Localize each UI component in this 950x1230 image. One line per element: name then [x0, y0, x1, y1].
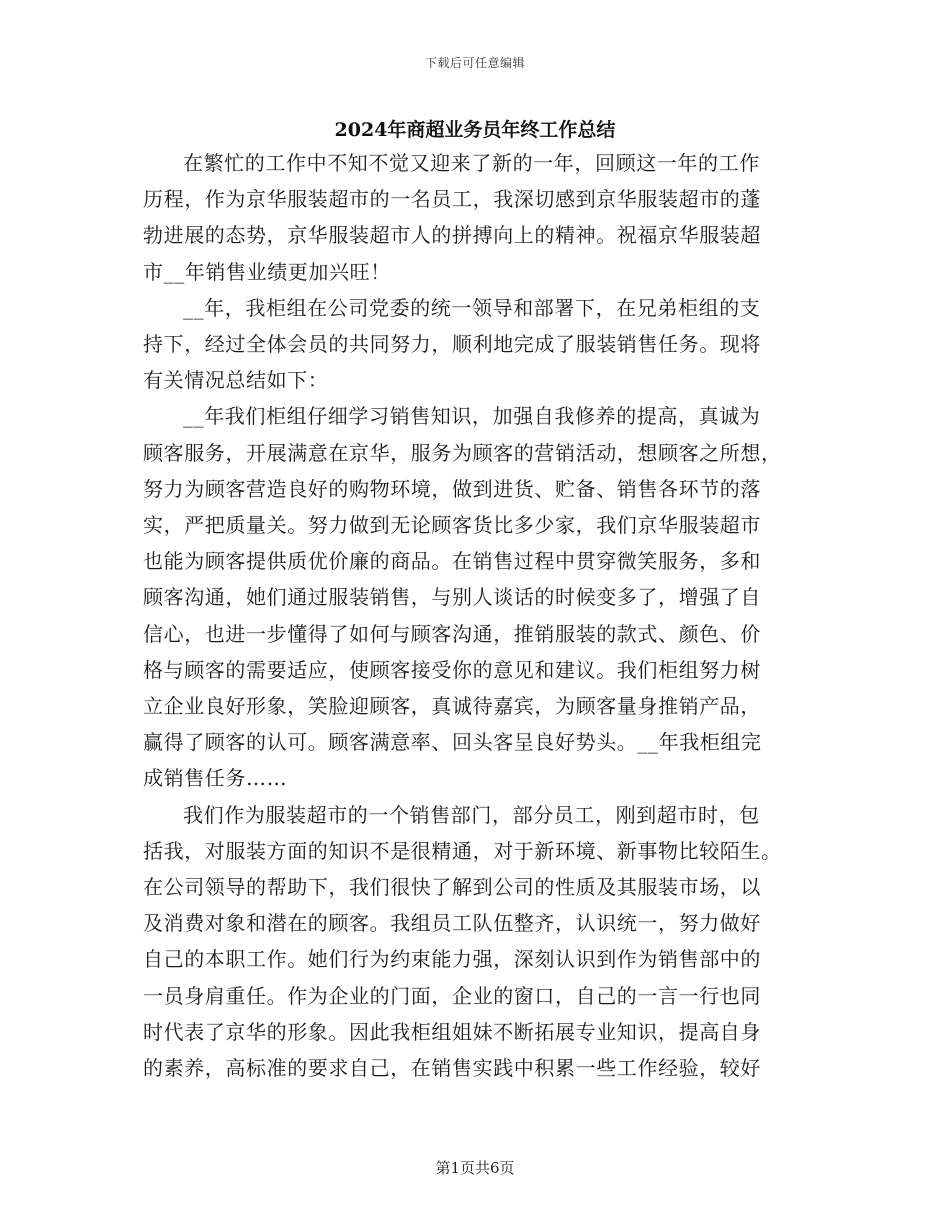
paragraph-line: 历程，作为京华服装超市的一名员工，我深切感到京华服装超市的蓬	[143, 187, 761, 212]
paragraph	[143, 398, 803, 796]
paragraph	[143, 797, 803, 1087]
paragraph-line: 有关情况总结如下：	[143, 368, 329, 393]
paragraph-line: 实，严把质量关。努力做到无论顾客货比多少家，我们京华服装超市	[143, 513, 761, 538]
paragraph-line: 在公司领导的帮助下，我们很快了解到公司的性质及其服装市场，以	[143, 875, 761, 900]
header-note: 下载后可任意编辑	[424, 56, 525, 70]
paragraph-line: 勃进展的态势，京华服装超市人的拼搏向上的精神。祝福京华服装超	[143, 223, 761, 248]
paragraph-line: 格与顾客的需要适应，使顾客接受你的意见和建议。我们柜组努力树	[143, 657, 761, 682]
paragraph-line: 持下，经过全体会员的共同努力，顺利地完成了服装销售任务。现将	[143, 332, 761, 357]
paragraph-line: 我们作为服装超市的一个销售部门，部分员工，刚到超市时，包	[183, 802, 760, 827]
paragraph	[143, 290, 803, 399]
paragraph-line: 顾客沟通，她们通过服装销售，与别人谈话的时候变多了，增强了自	[143, 585, 761, 610]
paragraph-line: 的素养，高标准的要求自己，在销售实践中积累一些工作经验，较好	[143, 1056, 761, 1081]
paragraph-line: 市__年销售业绩更加兴旺！	[143, 259, 391, 284]
paragraph-line: 时代表了京华的形象。因此我柜组姐妹不断拓展专业知识，提高自身	[143, 1019, 761, 1044]
document-body	[143, 145, 803, 1086]
document-title: 2024年商超业务员年终工作总结	[334, 119, 616, 141]
paragraph-line: 一员身肩重任。作为企业的门面，企业的窗口，自己的一言一行也同	[143, 983, 761, 1008]
paragraph-line: 自己的本职工作。她们行为约束能力强，深刻认识到作为销售部中的	[143, 947, 761, 972]
paragraph-line: 成销售任务……	[143, 766, 288, 791]
paragraph-line: 赢得了顾客的认可。顾客满意率、回头客呈良好势头。__年我柜组完	[143, 730, 762, 755]
page-footer: 第1页共6页	[435, 1159, 515, 1177]
paragraph-line: 立企业良好形象，笑脸迎顾客，真诚待嘉宾，为顾客量身推销产品，	[143, 694, 761, 719]
paragraph-line: 及消费对象和潜在的顾客。我组员工队伍整齐，认识统一，努力做好	[143, 911, 761, 936]
paragraph	[143, 145, 803, 290]
paragraph-line: 努力为顾客营造良好的购物环境，做到进货、贮备、销售各环节的落	[143, 476, 761, 501]
paragraph-line: 括我，对服装方面的知识不是很精通，对于新环境、新事物比较陌生。	[143, 838, 782, 863]
paragraph-line: 在繁忙的工作中不知不觉又迎来了新的一年，回顾这一年的工作	[183, 151, 760, 175]
paragraph-line: 也能为顾客提供质优价廉的商品。在销售过程中贯穿微笑服务，多和	[143, 549, 761, 574]
paragraph-line: __年，我柜组在公司党委的统一领导和部署下，在兄弟柜组的支	[183, 295, 761, 320]
paragraph-line: __年我们柜组仔细学习销售知识，加强自我修养的提高，真诚为	[183, 404, 761, 429]
paragraph-line: 顾客服务，开展满意在京华，服务为顾客的营销活动，想顾客之所想，	[143, 440, 782, 465]
paragraph-line: 信心，也进一步懂得了如何与顾客沟通，推销服装的款式、颜色、价	[143, 621, 761, 646]
